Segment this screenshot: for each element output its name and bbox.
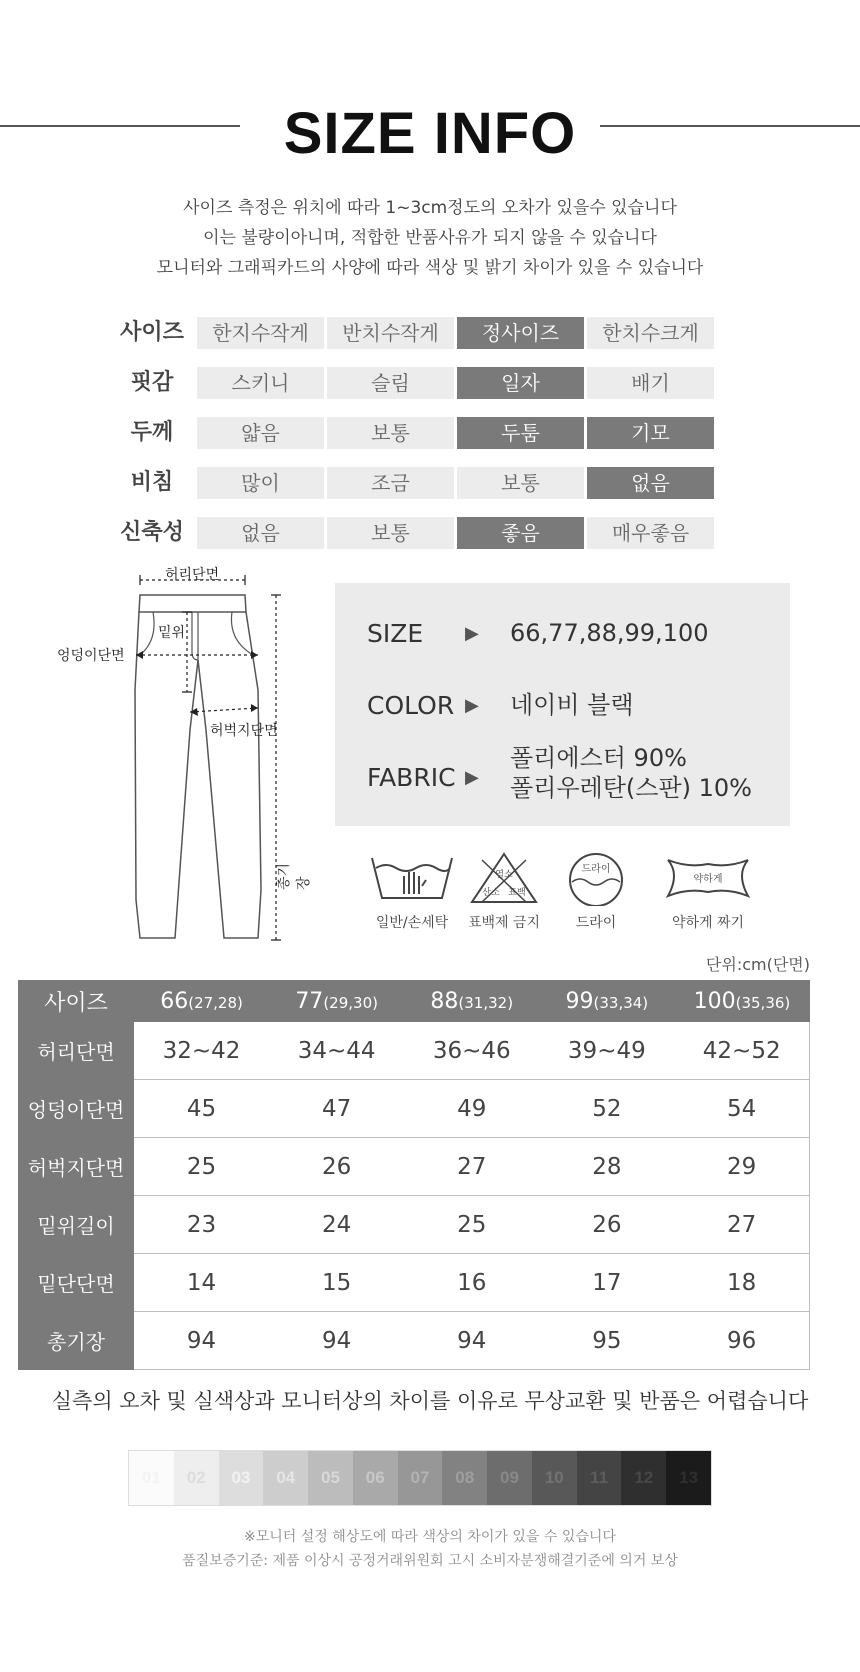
feature-row <box>115 366 715 400</box>
feature-row <box>115 516 715 550</box>
row-header: 총기장 <box>18 1312 134 1370</box>
feature-option: 정사이즈 <box>457 317 584 349</box>
color-swatch: 08 <box>442 1451 487 1505</box>
size-table <box>18 980 810 1370</box>
footnote-monitor: ※모니터 설정 해상도에 따라 색상의 차이가 있을 수 있습니다 <box>244 1529 616 1545</box>
bleach-icon-left-text: 산소 <box>482 888 500 898</box>
row-header: 밑위길이 <box>18 1196 134 1254</box>
unit-note: 단위:cm(단면) <box>705 955 810 974</box>
feature-row <box>115 466 715 500</box>
color-swatch: 12 <box>621 1451 666 1505</box>
color-swatch: 05 <box>308 1451 353 1505</box>
care-wring <box>658 850 758 931</box>
bleach-icon-right-text: 표백 <box>508 888 526 898</box>
size-col-label: 66 <box>160 988 189 1014</box>
color-swatch: 11 <box>577 1451 622 1505</box>
color-swatch: 06 <box>353 1451 398 1505</box>
size-table-corner: 사이즈 <box>18 980 134 1022</box>
feature-label: 신축성 <box>120 520 184 545</box>
table-cell: 17 <box>539 1254 674 1312</box>
feature-option: 한지수작게 <box>197 317 324 349</box>
color-swatch: 10 <box>532 1451 577 1505</box>
table-cell: 28 <box>539 1138 674 1196</box>
feature-option: 기모 <box>587 417 714 449</box>
feature-option: 매우좋음 <box>587 517 714 549</box>
pants-drawing <box>40 560 310 960</box>
table-cell: 36~46 <box>404 1022 539 1080</box>
gentle-wring-icon <box>658 850 758 906</box>
size-col-sub: (29,30) <box>323 993 378 1012</box>
size-col-label: 99 <box>565 988 594 1014</box>
care-wash-caption: 일반/손세탁 <box>375 915 449 931</box>
spec-fabric-value-2: 폴리우레탄(스판) 10% <box>510 774 752 802</box>
size-col-label: 88 <box>430 988 459 1014</box>
label-rise: 밑위 <box>158 625 186 641</box>
size-col-99 <box>539 980 674 1022</box>
table-cell: 39~49 <box>539 1022 674 1080</box>
wring-icon-text: 약하게 <box>693 874 723 885</box>
table-cell: 49 <box>404 1080 539 1138</box>
table-cell: 29 <box>674 1138 809 1196</box>
feature-label: 비침 <box>130 470 174 495</box>
feature-label: 핏감 <box>130 370 174 395</box>
feature-option: 일자 <box>457 367 584 399</box>
no-bleach-icon <box>454 850 554 906</box>
monitor-swatch-strip <box>128 1450 712 1506</box>
table-cell: 18 <box>674 1254 809 1312</box>
notice-line-2: 이는 불량이아니며, 적합한 반품사유가 되지 않을 수 있습니다 <box>203 228 657 248</box>
table-cell: 47 <box>269 1080 404 1138</box>
color-swatch: 03 <box>219 1451 264 1505</box>
size-col-sub: (33,34) <box>593 993 649 1012</box>
size-col-sub: (35,36) <box>735 993 791 1012</box>
care-dry <box>546 850 646 931</box>
table-cell: 26 <box>539 1196 674 1254</box>
row-header: 밑단단면 <box>18 1254 134 1312</box>
table-cell: 95 <box>539 1312 674 1370</box>
color-swatch: 02 <box>174 1451 219 1505</box>
size-col-sub: (31,32) <box>458 993 514 1012</box>
spec-color-value: 네이비 블랙 <box>510 691 634 719</box>
feature-option: 반치수작게 <box>327 317 454 349</box>
feature-option: 배기 <box>587 367 714 399</box>
spec-box <box>335 583 790 826</box>
row-header: 허리단면 <box>18 1022 134 1080</box>
feature-option: 스키니 <box>197 367 324 399</box>
care-wring-caption: 약하게 짜기 <box>671 915 745 931</box>
spec-size-value: 66,77,88,99,100 <box>510 619 709 647</box>
table-cell: 45 <box>134 1080 269 1138</box>
table-cell: 16 <box>404 1254 539 1312</box>
size-table-body <box>18 1022 810 1370</box>
table-cell: 94 <box>134 1312 269 1370</box>
table-row <box>18 1080 810 1138</box>
footnote-quality: 품질보증기준: 제품 이상시 공정거래위원회 고시 소비자분쟁해결기준에 의거 보상 <box>182 1553 678 1569</box>
table-cell: 96 <box>674 1312 809 1370</box>
page-title: SIZE INFO <box>283 101 577 166</box>
table-cell: 24 <box>269 1196 404 1254</box>
table-cell: 34~44 <box>269 1022 404 1080</box>
feature-row <box>115 416 715 450</box>
spec-size-arrow: ▶ <box>465 623 479 644</box>
spec-fabric-key: FABRIC <box>367 763 456 792</box>
disclaimer: 실측의 오차 및 실색상과 모니터상의 차이를 이유로 무상교환 및 반품은 어렵습니다 <box>51 1389 809 1413</box>
label-waist: 허리단면 <box>165 567 220 583</box>
table-cell: 32~42 <box>134 1022 269 1080</box>
table-cell: 27 <box>674 1196 809 1254</box>
feature-option: 많이 <box>197 467 324 499</box>
size-col-100 <box>674 980 809 1022</box>
feature-option: 보통 <box>457 467 584 499</box>
table-cell: 94 <box>404 1312 539 1370</box>
spec-size-key: SIZE <box>367 619 424 648</box>
spec-color-arrow: ▶ <box>465 695 479 716</box>
color-swatch: 13 <box>666 1451 711 1505</box>
spec-fabric-arrow: ▶ <box>465 767 479 788</box>
dry-clean-icon <box>546 850 646 906</box>
pants-figure <box>40 560 310 960</box>
table-row <box>18 1138 810 1196</box>
feature-option: 얇음 <box>197 417 324 449</box>
size-col-66 <box>134 980 269 1022</box>
feature-option: 슬림 <box>327 367 454 399</box>
row-header: 엉덩이단면 <box>18 1080 134 1138</box>
notice-line-1: 사이즈 측정은 위치에 따라 1~3cm정도의 오차가 있을수 있습니다 <box>183 198 677 218</box>
table-cell: 54 <box>674 1080 809 1138</box>
care-bleach <box>454 850 554 931</box>
care-wash <box>362 850 462 931</box>
row-header: 허벅지단면 <box>18 1138 134 1196</box>
table-cell: 27 <box>404 1138 539 1196</box>
label-length: 총기장 <box>276 862 312 890</box>
bleach-icon-top-text: 염소 <box>495 870 513 880</box>
feature-option: 조금 <box>327 467 454 499</box>
size-col-label: 100 <box>693 988 736 1014</box>
table-cell: 26 <box>269 1138 404 1196</box>
color-swatch: 01 <box>129 1451 174 1505</box>
spec-fabric-value-1: 폴리에스터 90% <box>510 744 687 772</box>
table-cell: 25 <box>134 1138 269 1196</box>
table-cell: 14 <box>134 1254 269 1312</box>
care-bleach-caption: 표백제 금지 <box>467 915 541 931</box>
dry-icon-text: 드라이 <box>581 864 611 875</box>
table-cell: 23 <box>134 1196 269 1254</box>
table-cell: 42~52 <box>674 1022 809 1080</box>
table-cell: 15 <box>269 1254 404 1312</box>
table-cell: 52 <box>539 1080 674 1138</box>
size-table-header <box>18 980 810 1022</box>
table-cell: 25 <box>404 1196 539 1254</box>
feature-option: 없음 <box>197 517 324 549</box>
table-row <box>18 1254 810 1312</box>
feature-option: 좋음 <box>457 517 584 549</box>
spec-color-key: COLOR <box>367 691 455 720</box>
feature-label: 두께 <box>130 420 174 445</box>
size-col-sub: (27,28) <box>188 993 243 1012</box>
table-row <box>18 1022 810 1080</box>
color-swatch: 09 <box>487 1451 532 1505</box>
feature-option: 한치수크게 <box>587 317 714 349</box>
feature-option: 보통 <box>327 417 454 449</box>
label-hip: 엉덩이단면 <box>57 648 125 664</box>
size-col-label: 77 <box>295 988 324 1014</box>
notice-line-3: 모니터와 그래픽카드의 사양에 따라 색상 및 밝기 차이가 있을 수 있습니다 <box>156 258 704 278</box>
size-col-88 <box>404 980 539 1022</box>
feature-row <box>115 316 715 350</box>
label-thigh: 허벅지단면 <box>210 723 278 739</box>
feature-option: 보통 <box>327 517 454 549</box>
size-col-77 <box>269 980 404 1022</box>
table-cell: 94 <box>269 1312 404 1370</box>
care-dry-caption: 드라이 <box>575 915 617 931</box>
color-swatch: 04 <box>263 1451 308 1505</box>
table-row <box>18 1312 810 1370</box>
feature-label: 사이즈 <box>120 320 184 345</box>
feature-option: 없음 <box>587 467 714 499</box>
color-swatch: 07 <box>398 1451 443 1505</box>
table-row <box>18 1196 810 1254</box>
feature-option: 두툼 <box>457 417 584 449</box>
hand-wash-icon <box>362 850 462 906</box>
